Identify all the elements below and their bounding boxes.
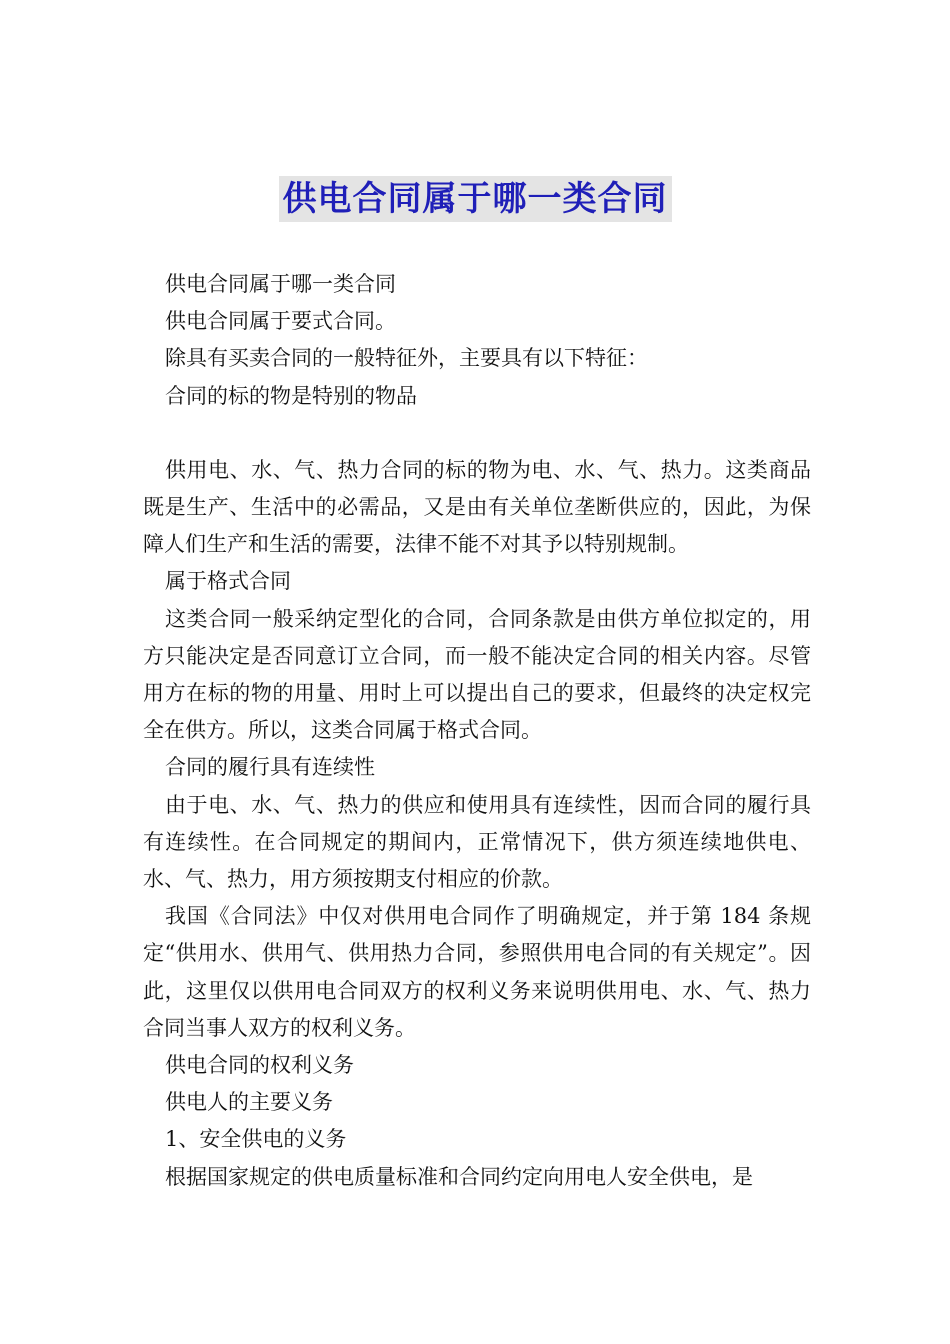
paragraph: 供用电、水、气、热力合同的标的物为电、水、气、热力。这类商品既是生产、生活中的必需品，又是由有关单位垄断供应的，因此，为保障人们生产和生活的需要，法律不能不对其予以特别规制。 xyxy=(143,457,811,557)
paragraph-spacer xyxy=(143,415,811,452)
paragraph: 供电合同属于要式合同。 xyxy=(165,309,396,334)
paragraph: 合同的标的物是特别的物品 xyxy=(165,383,417,408)
paragraph: 1、安全供电的义务 xyxy=(165,1127,347,1152)
paragraph: 这类合同一般采纳定型化的合同，合同条款是由供方单位拟定的，用方只能决定是否同意订立合同，而一般不能决定合同的相关内容。尽管用方在标的物的用量、用时上可以提出自己的要求，但最终的决定权完全在供方。所以，这类合同属于格式合同。 xyxy=(143,606,811,743)
paragraph: 合同的履行具有连续性 xyxy=(165,755,375,780)
paragraph: 由于电、水、气、热力的供应和使用具有连续性，因而合同的履行具有连续性。在合同规定的期间内，正常情况下，供方须连续地供电、水、气、热力，用方须按期支付相应的价款。 xyxy=(143,792,811,892)
paragraph: 供电合同的权利义务 xyxy=(165,1053,354,1078)
paragraph: 供电合同属于哪一类合同 xyxy=(165,272,396,296)
paragraph: 供电人的主要义务 xyxy=(165,1090,333,1115)
paragraph: 除具有买卖合同的一般特征外，主要具有以下特征： xyxy=(165,346,648,371)
paragraph: 属于格式合同 xyxy=(165,569,291,594)
document-title: 供电合同属于哪一类合同 xyxy=(279,176,672,222)
paragraph: 我国《合同法》中仅对供用电合同作了明确规定，并于第 184 条规定“供用水、供用气、供用热力合同，参照供用电合同的有关规定”。因此，这里仅以供用电合同双方的权利义务来说明供用电、水、气、热力合同当事人双方的权利义务。 xyxy=(143,904,811,1040)
document-body xyxy=(143,266,811,1196)
paragraph: 根据国家规定的供电质量标准和合同约定向用电人安全供电，是 xyxy=(165,1164,753,1189)
title-area xyxy=(0,176,950,222)
